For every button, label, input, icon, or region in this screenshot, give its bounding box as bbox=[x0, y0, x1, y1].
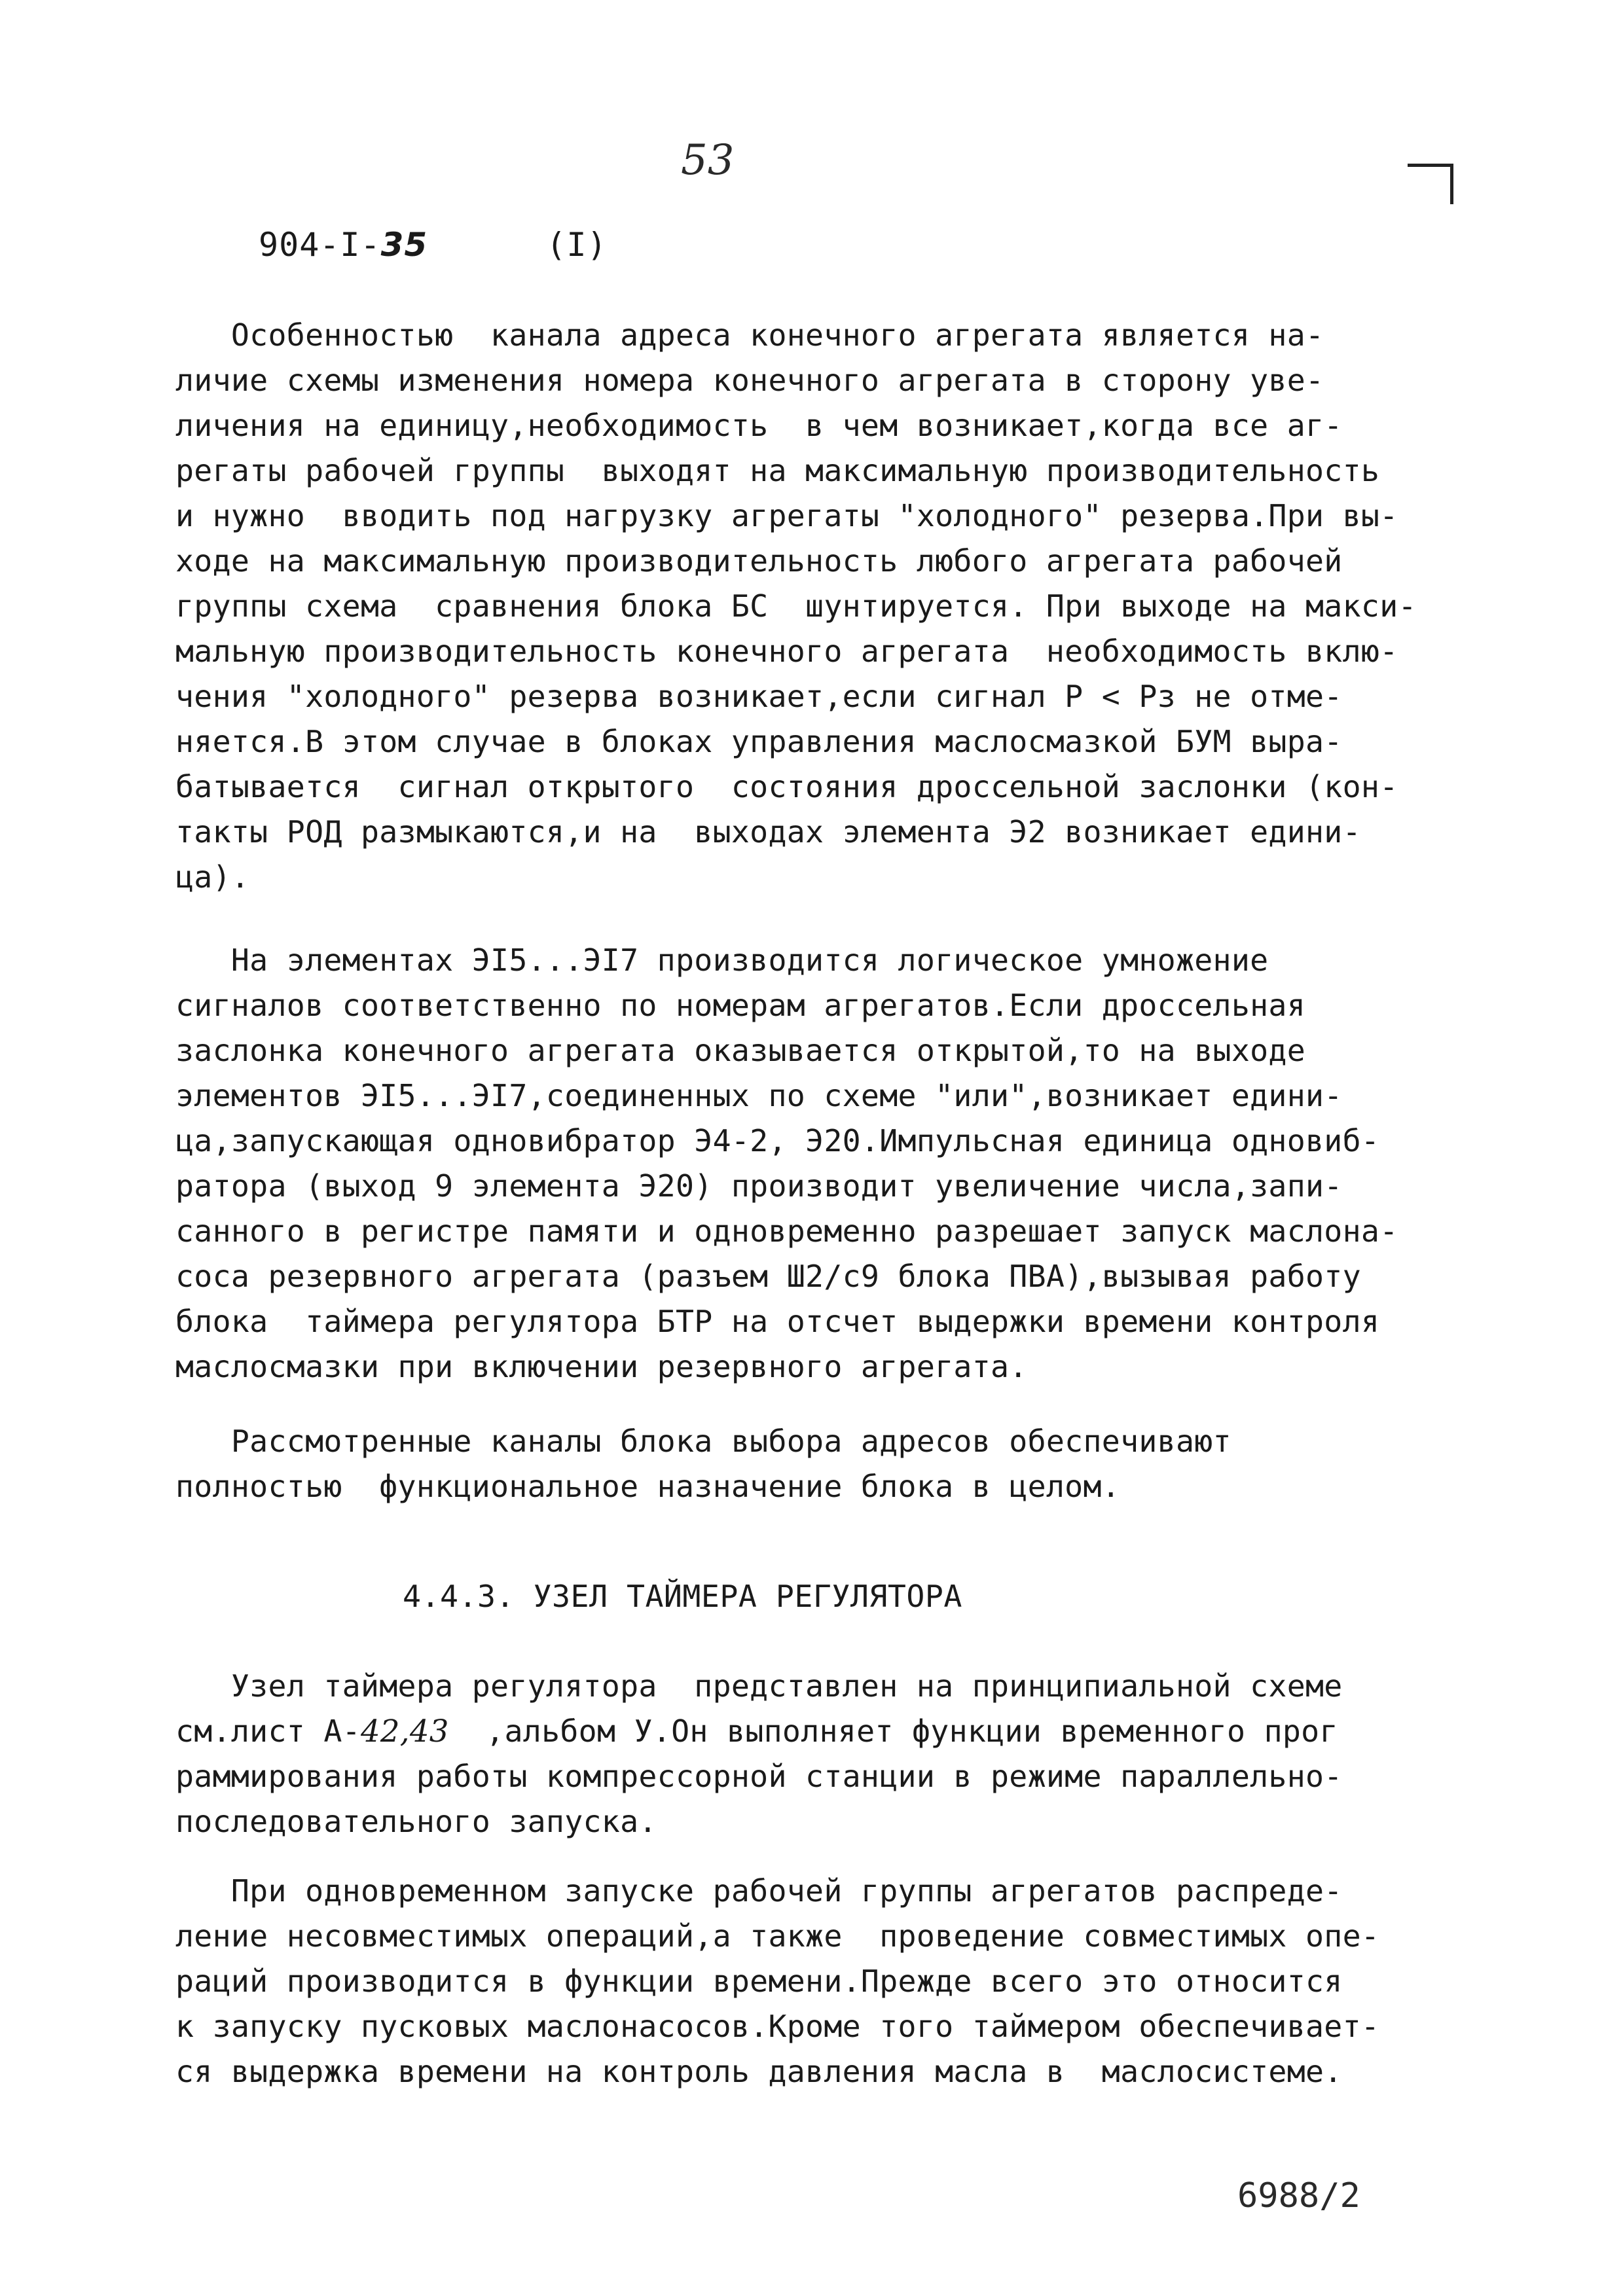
document-part: (I) bbox=[546, 226, 608, 264]
paragraph-address-channel: Особенностью канала адреса конечного агрегата является на- личие схемы изменения номера конечного агрегата в сторону уве- личения на единицу,необходимость в чем возникает,когда все аг- регаты рабочей группы выходят на максимальную производительность и нужно вводить под нагрузку агрегаты "холодного" резерва.При вы- ходе на максимальную производительность любого агрегата рабочей группы схема сравнения блока БС шунтируется. При выходе на макси- мальную производительность конечного агрегата необходимость вклю- чения "холодного" резерва возникает,если сигнал Р < Рз не отме- няется.В этом случае в блоках управления маслосмазкой БУМ выра- батывается сигнал открытого состояния дроссельной заслонки (кон- такты РОД размыкаются,и на выходах элемента Э2 возникает едини- ца). bbox=[175, 317, 1417, 895]
corner-mark bbox=[1408, 164, 1453, 206]
sheet-references: 42,43 bbox=[360, 1713, 449, 1749]
section-heading: 4.4.3. УЗЕЛ ТАЙМЕРА РЕГУЛЯТОРА bbox=[403, 1579, 962, 1614]
paragraph-channels-summary: Рассмотренные каналы блока выбора адресов обеспечивают полностью функциональное назначение блока в целом. bbox=[175, 1424, 1231, 1504]
document-code-number: 35 bbox=[380, 226, 428, 264]
document-code-header bbox=[259, 226, 608, 264]
p4-line-2-start: см.лист А- bbox=[175, 1713, 361, 1749]
paragraph-timer-node bbox=[175, 1664, 1491, 1844]
paragraph-simultaneous-start: При одновременном запуске рабочей группы агрегатов распреде- ление несовместимых операций,а также проведение совместимых опе- раций производится в функции времени.Прежде всего это относится к запуску пусковых маслонасосов.Кроме того таймером обеспечивает- ся выдержка времени на контроль давления масла в маслосистеме. bbox=[175, 1873, 1380, 2089]
archive-number: 6988/2 bbox=[1237, 2176, 1360, 2215]
document-code-prefix: 904-I- bbox=[259, 226, 381, 264]
p4-line-1: Узел таймера регулятора представлен на принципиальной схеме bbox=[175, 1668, 1343, 1704]
paragraph-logic-elements: На элементах ЭI5...ЭI7 производится логическое умножение сигналов соответственно по номерам агрегатов.Если дроссельная заслонка конечного агрегата оказывается открытой,то на выходе элементов ЭI5...ЭI7,соединенных по схеме "или",возникает едини- ца,запускающая одновибратор Э4-2, Э20.Импульсная единица одновиб- ратора (выход 9 элемента Э20) производит увеличение числа,запи- санного в регистре памяти и одновременно разрешает запуск маслона- соса резервного агрегата (разъем Ш2/с9 блока ПВА),вызывая работу блока таймера регулятора БТР на отсчет выдержки времени контроля маслосмазки при включении резервного агрегата. bbox=[175, 942, 1398, 1384]
p4-line-2-end: ,альбом У.Он выполняет функции временного прог bbox=[448, 1713, 1338, 1749]
page-number: 53 bbox=[681, 136, 735, 185]
p4-rest: раммирования работы компрессорной станции в режиме параллельно- последовательного запуска. bbox=[175, 1759, 1343, 1839]
